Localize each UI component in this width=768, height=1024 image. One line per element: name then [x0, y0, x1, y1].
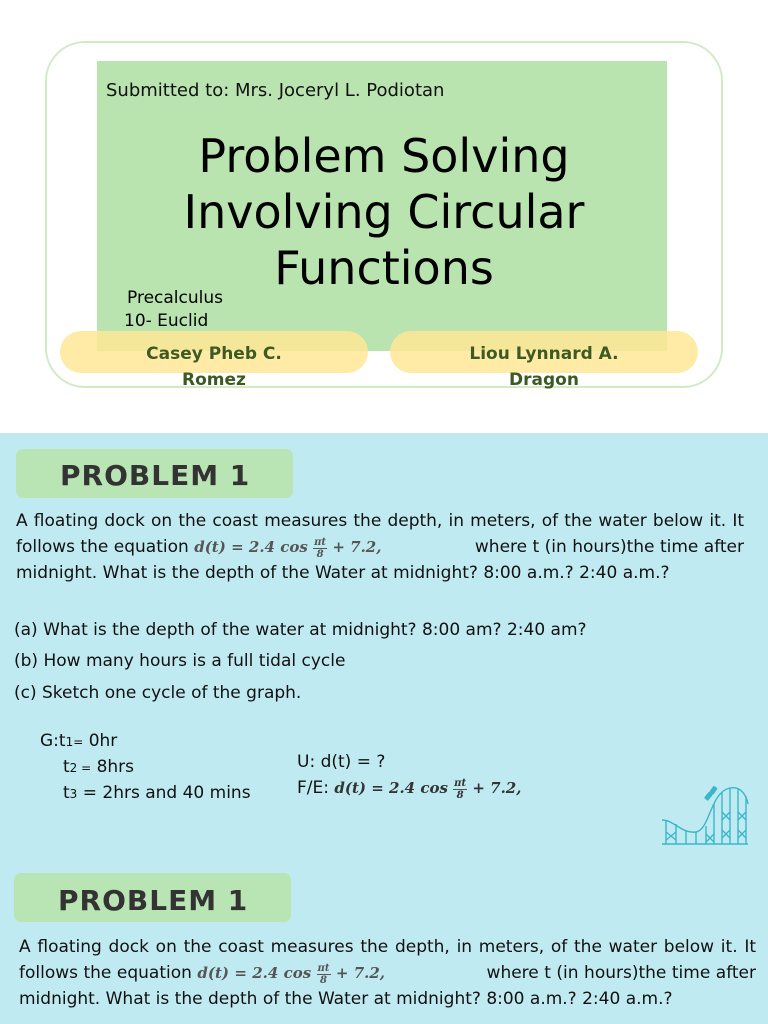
formula: F/E: d(t) = 2.4 cos $\frac{\pi t}{8}$ + 7.2, [297, 777, 522, 801]
problem-statement [16, 508, 744, 586]
given-t3: t3 = 2hrs and 40 mins [63, 783, 251, 803]
submitted-to: Submitted to: Mrs. Joceryl L. Podiotan [106, 80, 445, 101]
title-line: Problem Solving [198, 129, 570, 183]
roller-coaster-icon [660, 782, 750, 846]
author-name [60, 341, 368, 393]
equation-formula: d(t) = 2.4 cos $\frac{\pi t}{8}$ + 7.2, [334, 777, 522, 801]
author-line: Romez [182, 370, 246, 390]
course-name: Precalculus [127, 288, 223, 308]
question-b: (b) How many hours is a full tidal cycle [14, 651, 346, 671]
cover-slide [0, 0, 768, 433]
page-title [97, 128, 671, 296]
problem-statement [19, 934, 756, 1012]
question-c: (c) Sketch one cycle of the graph. [14, 683, 302, 703]
author-line: Dragon [509, 370, 579, 390]
title-line: Functions [274, 241, 494, 295]
equation-inline: d(t) = 2.4 cos $\frac{\pi t}{8}$ + 7.2, [197, 962, 386, 986]
course-info [124, 287, 223, 333]
author-line: Liou Lynnard A. [469, 344, 619, 364]
problem-text-start: A floating dock on the coast measures the depth, in meters, of the water below it. It follows the equation [16, 511, 744, 557]
problem-heading: PROBLEM 1 [58, 884, 249, 917]
problem-text-start: A floating dock on the coast measures the depth, in meters, of the water below it. It follows the equation [19, 937, 756, 983]
given-t1: G:t1= 0hr [40, 731, 118, 751]
unknown: U: d(t) = ? [297, 752, 386, 772]
problem-heading: PROBLEM 1 [60, 459, 251, 492]
author-name [390, 341, 698, 393]
author-line: Casey Pheb C. [146, 344, 282, 364]
question-a: (a) What is the depth of the water at midnight? 8:00 am? 2:40 am? [14, 620, 587, 640]
problem-text-end: where t (in hours)the time after midnight. What is the depth of the Water at midnight? 8:00 a.m.? 2:40 a.m.? [16, 537, 745, 583]
title-line: Involving Circular [183, 185, 585, 239]
problem-text-end: where t (in hours)the time after midnight. What is the depth of the Water at midnight? 8:00 a.m.? 2:40 a.m.? [19, 963, 756, 1009]
equation-inline: d(t) = 2.4 cos $\frac{\pi t}{8}$ + 7.2, [194, 536, 382, 560]
given-t2: t2 = 8hrs [63, 757, 135, 777]
section-name: 10- Euclid [124, 311, 209, 331]
